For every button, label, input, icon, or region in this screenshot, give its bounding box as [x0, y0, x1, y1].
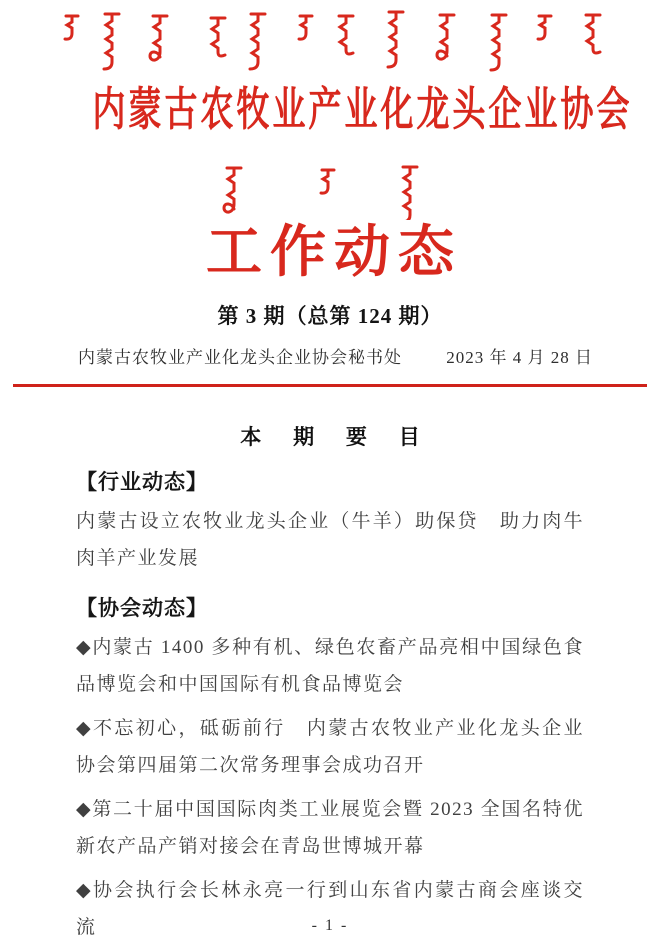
toc-item-industry-1: 内蒙古设立农牧业龙头企业（牛羊）助保贷 助力肉牛肉羊产业发展 [76, 511, 584, 570]
toc-item-association-3: ◆第二十届中国国际肉类工业展览会暨 2023 全国名特优新农产品产销对接会在青岛世博城开幕 [76, 799, 584, 858]
masthead [0, 0, 660, 387]
page-footer [0, 917, 660, 935]
red-divider-line [13, 384, 647, 387]
toc-item-association-1: ◆内蒙古 1400 多种有机、绿色农畜产品亮相中国绿色食品博览会和中国国际有机食品博览会 [76, 637, 584, 696]
publish-date: 2023 年 4 月 28 日 [446, 348, 593, 368]
issue-number: 第 3 期（总第 124 期） [217, 304, 443, 329]
section-label-association: 【协会动态】 [76, 597, 208, 621]
toc [0, 421, 660, 940]
bulletin-title: 工作动态 [206, 221, 462, 284]
page-number: - 1 - [311, 917, 349, 934]
mongolian-script-top-icon [0, 8, 660, 82]
toc-heading: 本 期 要 目 [240, 426, 433, 450]
publisher-row [78, 343, 593, 368]
toc-item-association-4: ◆协会执行会长林永亮一行到山东省内蒙古商会座谈交流 [76, 880, 584, 939]
mongolian-script-sub-icon [0, 164, 660, 220]
toc-item-association-2: ◆不忘初心，砥砺前行 内蒙古农牧业产业化龙头企业协会第四届第二次常务理事会成功召开 [76, 718, 584, 777]
section-label-industry: 【行业动态】 [76, 471, 208, 495]
org-title: 内蒙古农牧业产业化龙头企业协会 [92, 84, 633, 135]
publisher: 内蒙古农牧业产业化龙头企业协会秘书处 [78, 348, 402, 368]
